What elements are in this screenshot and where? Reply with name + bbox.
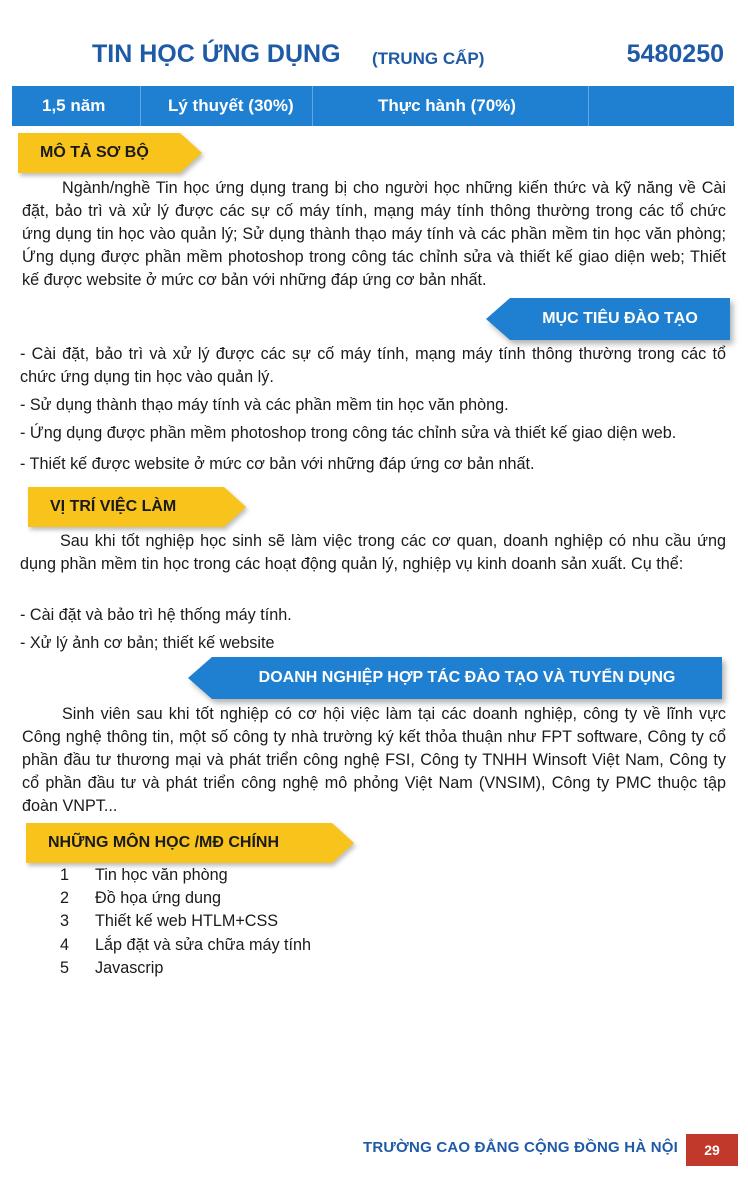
info-divider bbox=[312, 86, 313, 126]
overview-text: Ngành/nghề Tin học ứng dụng trang bị cho người học những kiến thức và kỹ năng về Cài đặt, bảo trì và xử lý được các sự cố máy tính, mạng máy tính thông thường trong các tổ chức ứng dụng tin học vào quản lý; Sử dụng thành thạo máy tính và các phần mềm tin học văn phòng; Ứng dụng được phần mềm photoshop trong công tác chỉnh sửa và thiết kế giao diện web; Thiết kế được website ở mức cơ bản với những đáp ứng cơ bản nhất. bbox=[22, 179, 726, 289]
level-label: (TRUNG CẤP) bbox=[372, 49, 485, 68]
subject-name: Lắp đặt và sửa chữa máy tính bbox=[95, 936, 312, 954]
section-tab-partners: DOANH NGHIỆP HỢP TÁC ĐÀO TẠO VÀ TUYỂN DỤNG bbox=[212, 657, 722, 699]
page-number: 29 bbox=[686, 1134, 738, 1166]
partners-paragraph bbox=[22, 703, 726, 818]
overview-paragraph bbox=[22, 177, 726, 292]
info-divider bbox=[588, 86, 589, 126]
objective-item: - Ứng dụng được phần mềm photoshop trong công tác chỉnh sửa và thiết kế giao diện web. bbox=[20, 424, 677, 442]
objective-item: - Cài đặt, bảo trì và xử lý được các sự cố máy tính, mạng máy tính thông thường trong các tổ chức ứng dụng tin học vào quản lý. bbox=[20, 345, 726, 386]
info-divider bbox=[140, 86, 141, 126]
subject-name: Javascrip bbox=[95, 959, 164, 977]
job-item: - Cài đặt và bảo trì hệ thống máy tính. bbox=[20, 606, 292, 624]
subject-number: 3 bbox=[60, 912, 70, 930]
subject-number: 2 bbox=[60, 889, 70, 907]
subject-number: 1 bbox=[60, 866, 70, 884]
page-title: TIN HỌC ỨNG DỤNG bbox=[92, 40, 341, 68]
job-item: - Xử lý ảnh cơ bản; thiết kế website bbox=[20, 634, 275, 652]
jobs-paragraph bbox=[20, 530, 726, 576]
section-tab-subjects: NHỮNG MÔN HỌC /MĐ CHÍNH bbox=[26, 823, 332, 863]
subject-name: Thiết kế web HTLM+CSS bbox=[95, 912, 279, 930]
subject-name: Tin học văn phòng bbox=[95, 866, 228, 884]
school-name: TRƯỜNG CAO ĐẲNG CỘNG ĐỒNG HÀ NỘI bbox=[363, 1139, 678, 1156]
section-tab-objectives: MỤC TIÊU ĐÀO TẠO bbox=[510, 298, 730, 340]
theory-label: Lý thuyết (30%) bbox=[168, 96, 294, 115]
program-code: 5480250 bbox=[626, 40, 724, 68]
jobs-intro: Sau khi tốt nghiệp học sinh sẽ làm việc trong các cơ quan, doanh nghiệp có nhu cầu ứng dụng phần mềm tin học trong các hoạt động quản lý, nghiệp vụ kinh doanh sản xuất. Cụ thể: bbox=[20, 532, 726, 573]
info-bar bbox=[12, 86, 734, 126]
partners-text: Sinh viên sau khi tốt nghiệp có cơ hội việc làm tại các doanh nghiệp, công ty về lĩnh vực Công nghệ thông tin, một số công ty nhà trường ký kết thỏa thuận như FPT software, Công ty cổ phần đầu tư thương mại và phát triển công nghệ FSI, Công ty TNHH Winsoft Việt Nam, Công ty cổ phần đầu tư và phát triển công nghệ mô phỏng Việt Nam (VNSIM), Công ty PMC thuộc tập đoàn VNPT... bbox=[22, 705, 726, 815]
subject-number: 5 bbox=[60, 959, 70, 977]
objective-item: - Sử dụng thành thạo máy tính và các phần mềm tin học văn phòng. bbox=[20, 396, 509, 414]
section-tab-overview: MÔ TẢ SƠ BỘ bbox=[18, 133, 180, 173]
subject-number: 4 bbox=[60, 936, 70, 954]
practice-label: Thực hành (70%) bbox=[378, 96, 516, 115]
subject-name: Đồ họa ứng dung bbox=[95, 889, 222, 907]
duration-label: 1,5 năm bbox=[42, 96, 106, 115]
objective-item: - Thiết kế được website ở mức cơ bản với những đáp ứng cơ bản nhất. bbox=[20, 455, 535, 473]
section-tab-jobs: VỊ TRÍ VIỆC LÀM bbox=[28, 487, 224, 527]
